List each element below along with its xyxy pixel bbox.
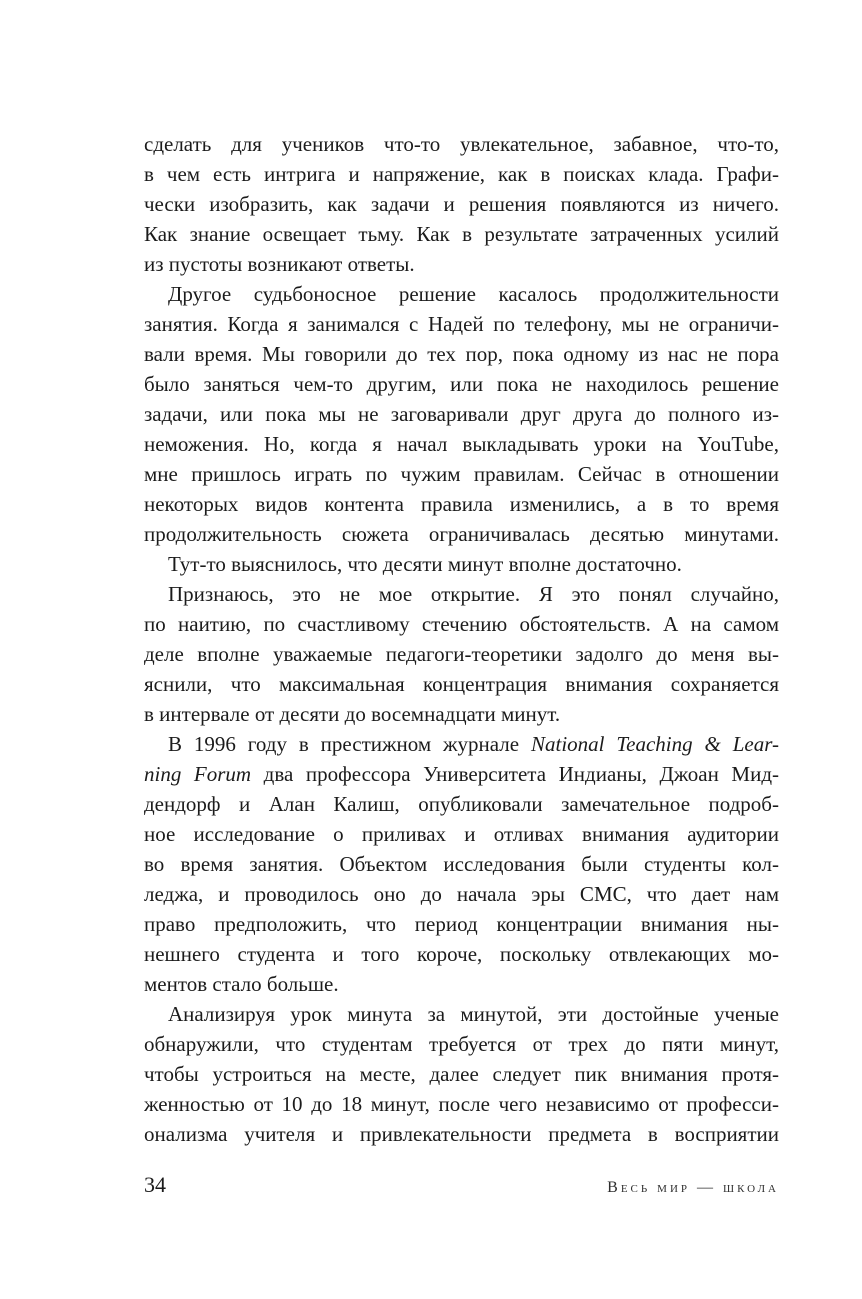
text-line [144,489,779,519]
paragraph [144,279,779,549]
text-segment: чески изобразить, как задачи и решения появляются из ничего. [144,192,779,216]
text-line [144,459,779,489]
text-segment: онализма учителя и привлекательности предмета в восприятии [144,1122,779,1146]
text-line [144,159,779,189]
text-segment: ментов стало больше. [144,972,339,996]
running-title: Весь мир — школа [607,1179,779,1196]
text-line [144,639,779,669]
page-number: 34 [144,1172,166,1197]
text-line [144,339,779,369]
text-line [144,279,779,309]
text-segment: В 1996 году в престижном журнале [168,732,531,756]
text-line [144,429,779,459]
text-segment: Признаюсь, это не мое открытие. Я это понял случайно, [168,582,779,606]
text-segment: Другое судьбоносное решение касалось продолжительности [168,282,779,306]
text-line [144,369,779,399]
text-segment: яснили, что максимальная концентрация внимания сохраняется [144,672,779,696]
text-segment: Тут-то выяснилось, что десяти минут вполне достаточно. [168,552,682,576]
paragraph [144,729,779,999]
text-line [144,879,779,909]
text-segment: сделать для учеников что-то увлекательное, забавное, что-то, [144,132,779,156]
text-line [144,789,779,819]
paragraph [144,549,779,579]
text-segment: по наитию, по счастливому стечению обстоятельств. А на самом [144,612,779,636]
body-text [144,129,779,1149]
text-segment: деле вполне уважаемые педагоги-теоретики задолго до меня вы- [144,642,779,666]
text-segment: вали время. Мы говорили до тех пор, пока одному из нас не пора [144,342,779,366]
text-segment: в интервале от десяти до восемнадцати минут. [144,702,561,726]
text-segment: задачи, или пока мы не заговаривали друг друга до полного из- [144,402,779,426]
paragraph [144,579,779,729]
text-line [144,609,779,639]
text-line [144,999,779,1029]
text-line [144,1029,779,1059]
text-line [144,309,779,339]
text-segment: дендорф и Алан Калиш, опубликовали замечательное подроб- [144,792,779,816]
text-segment: в чем есть интрига и напряжение, как в поисках клада. Графи- [144,162,779,186]
text-line [144,129,779,159]
text-line [144,1119,779,1149]
text-segment: право предположить, что период концентрации внимания ны- [144,912,779,936]
text-segment: Как знание освещает тьму. Как в результате затраченных усилий [144,222,779,246]
text-segment: из пустоты возникают ответы. [144,252,415,276]
paragraph [144,999,779,1149]
text-line [144,219,779,249]
text-segment: два профессора Университета Индианы, Джоан Мид- [251,762,779,786]
text-segment: нешнего студента и того короче, поскольку отвлекающих мо- [144,942,779,966]
text-line [144,549,779,579]
text-line [144,669,779,699]
text-line [144,249,779,279]
text-line [144,819,779,849]
text-segment: мне пришлось играть по чужим правилам. Сейчас в отношении [144,462,779,486]
text-line [144,939,779,969]
text-line [144,969,779,999]
page-footer [144,1172,779,1198]
text-segment: во время занятия. Объектом исследования были студенты кол- [144,852,779,876]
text-line [144,699,779,729]
italic-text-segment: ning Forum [144,762,252,786]
text-line [144,729,779,759]
text-segment: ное исследование о приливах и отливах внимания аудитории [144,822,779,846]
text-segment: было заняться чем-то другим, или пока не находилось решение [144,372,779,396]
text-line [144,519,779,549]
text-line [144,1089,779,1119]
text-line [144,579,779,609]
text-segment: обнаружили, что студентам требуется от трех до пяти минут, [144,1032,779,1056]
text-segment: продолжительность сюжета ограничивалась десятью минутами. [144,522,779,546]
text-segment: Анализируя урок минута за минутой, эти достойные ученые [168,1002,779,1026]
text-segment: некоторых видов контента правила изменились, а в то время [144,492,779,516]
text-line [144,909,779,939]
text-line [144,399,779,429]
text-line [144,1059,779,1089]
text-segment: чтобы устроиться на месте, далее следует пик внимания протя- [144,1062,779,1086]
text-line [144,759,779,789]
text-segment: занятия. Когда я занимался с Надей по телефону, мы не ограничи- [144,312,779,336]
text-segment: неможения. Но, когда я начал выкладывать уроки на YouTube, [144,432,779,456]
text-segment: женностью от 10 до 18 минут, после чего независимо от професси- [144,1092,779,1116]
text-line [144,849,779,879]
text-segment: леджа, и проводилось оно до начала эры СМС, что дает нам [144,882,779,906]
paragraph [144,129,779,279]
italic-text-segment: National Teaching & Lear- [530,732,779,756]
text-line [144,189,779,219]
